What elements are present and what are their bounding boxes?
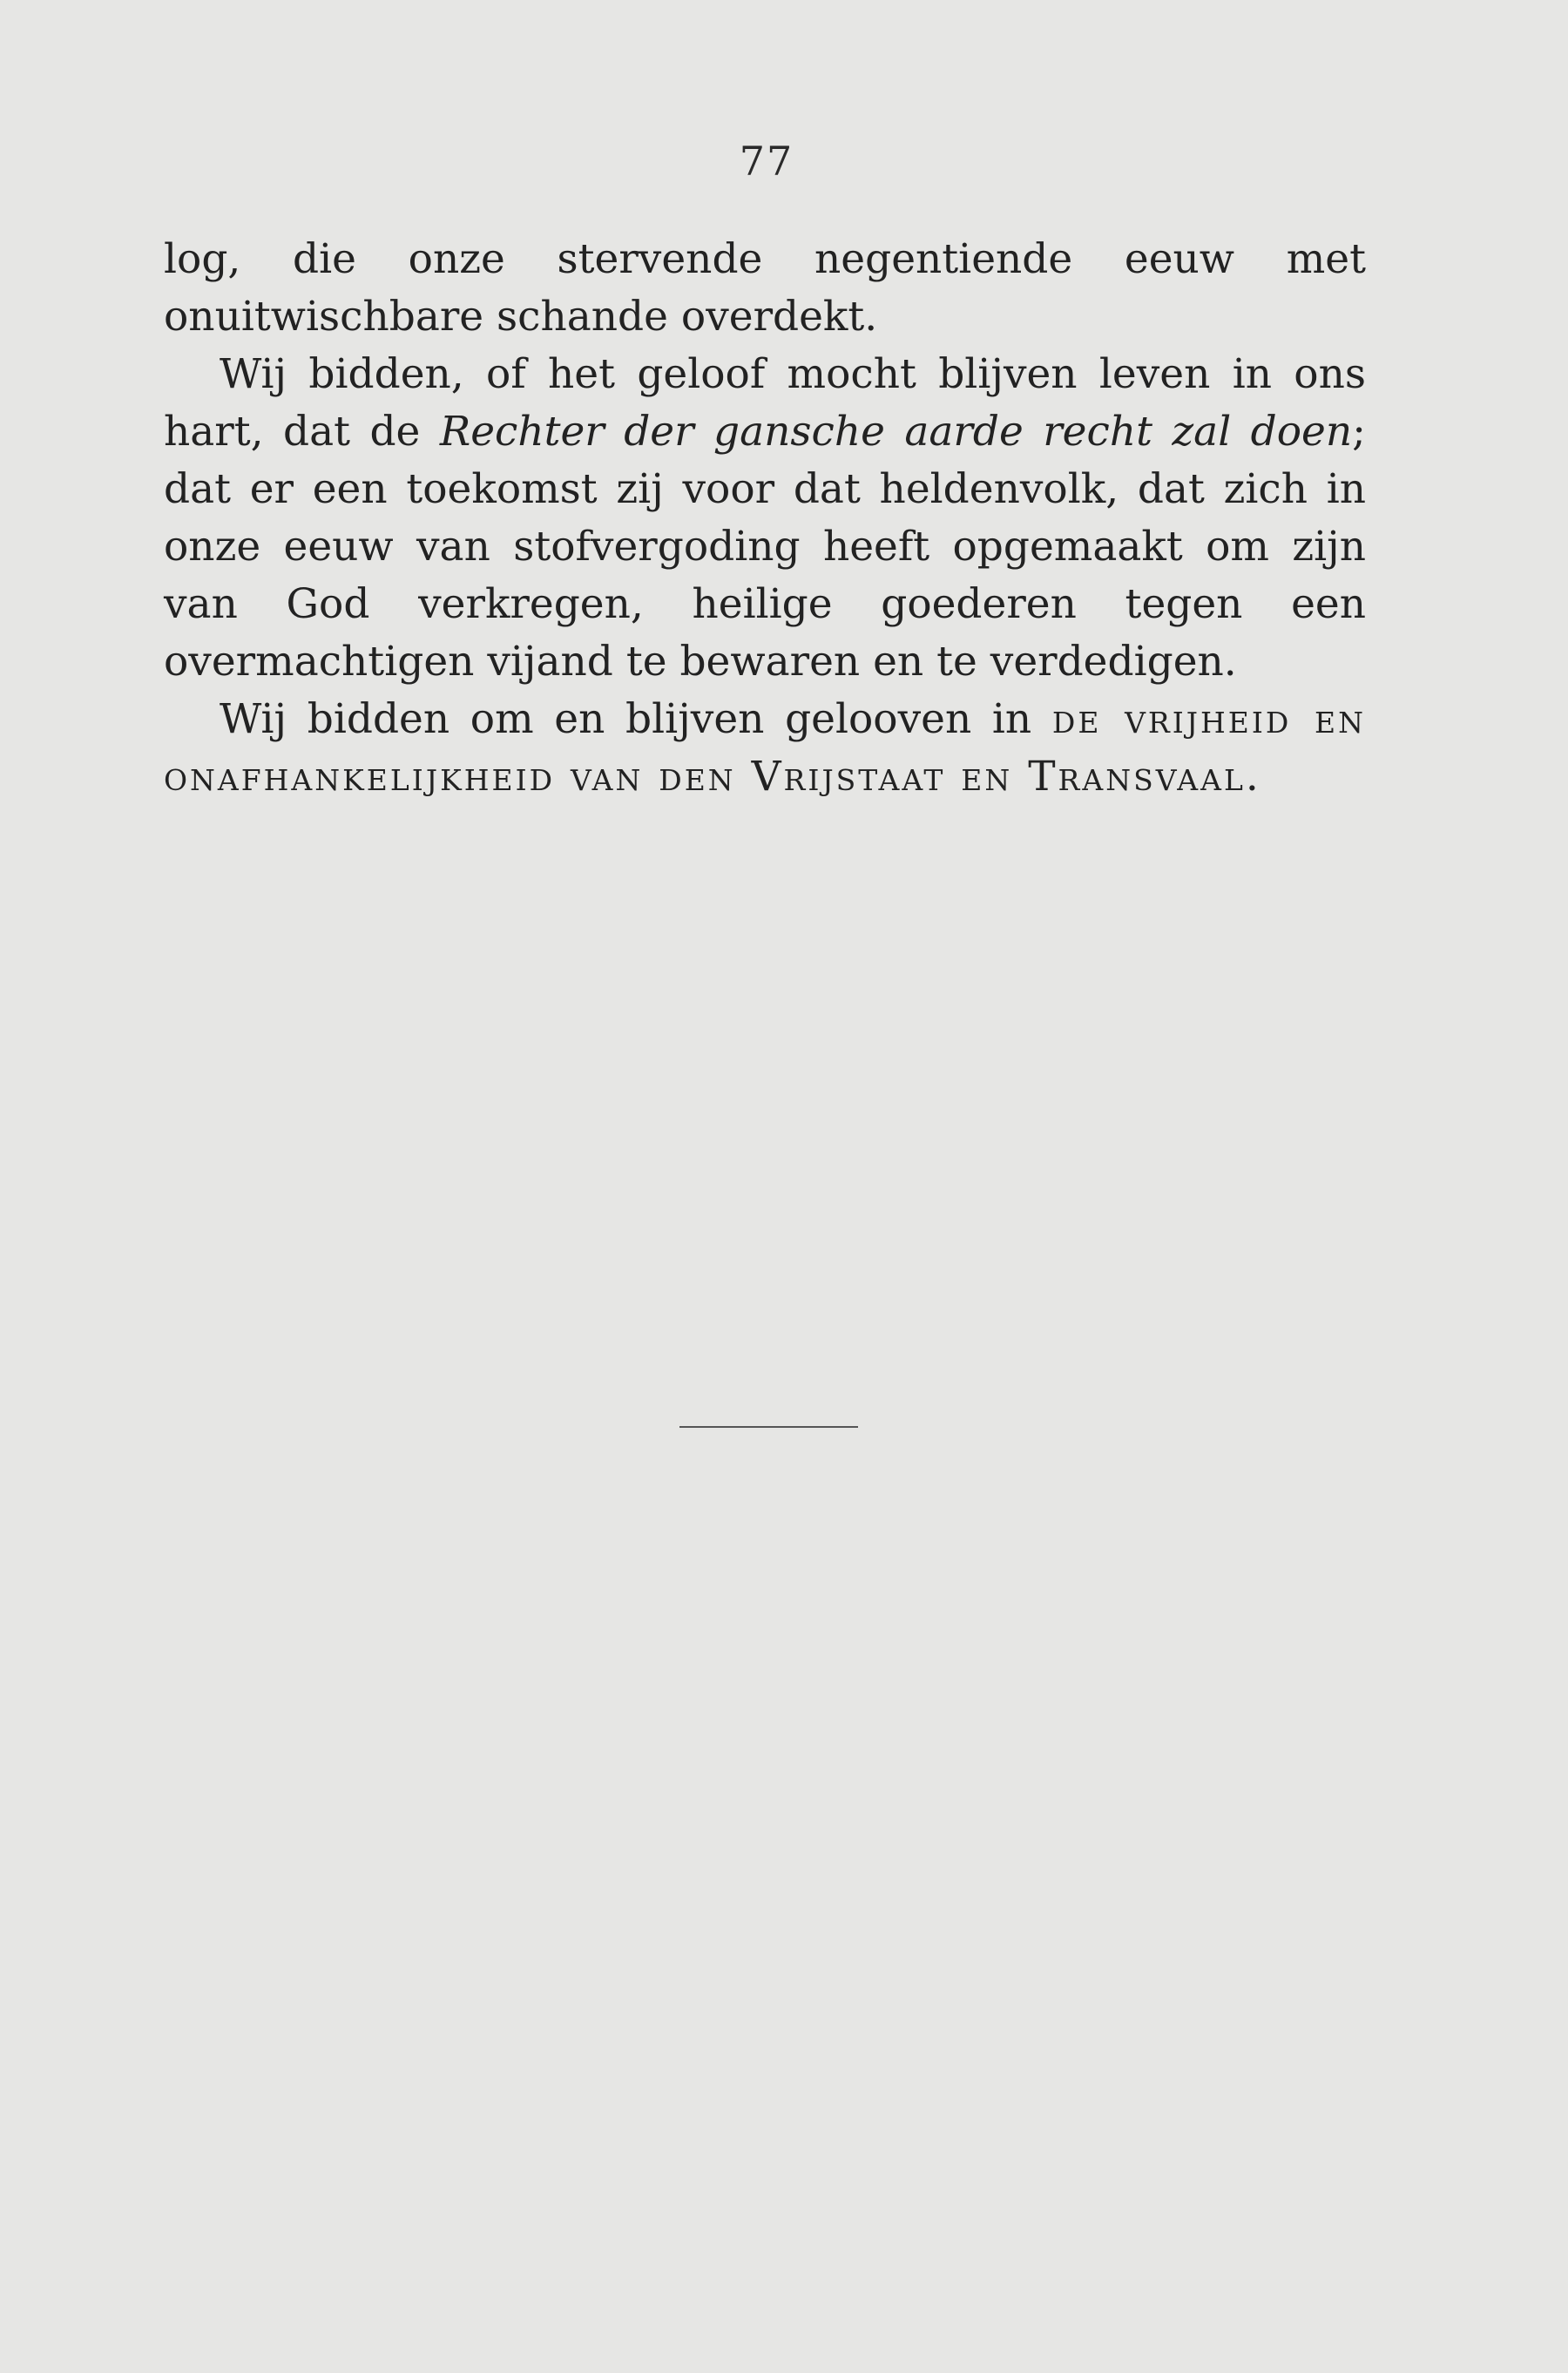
paragraph-2-text-end: ; dat er een toekomst zij voor dat heldenvolk, dat zich in onze eeuw van stofvergoding heeft opgemaakt om zijn van God verkregen, heilige goederen tegen een overmachtigen vijand te bewaren en te verdedigen. bbox=[164, 408, 1366, 686]
paragraph-3 bbox=[164, 691, 1366, 806]
paragraph-2-text-start: Wij bidden, of het geloof mocht blijven leven in ons hart, dat de bbox=[164, 350, 1366, 456]
paragraph-3-text-start: Wij bidden om en blijven gelooven in bbox=[220, 695, 1052, 743]
end-rule-divider bbox=[679, 1426, 858, 1428]
body-text bbox=[164, 231, 1366, 806]
paragraph-2 bbox=[164, 346, 1366, 691]
paragraph-3-smallcaps: de vrijheid en onafhankelijkheid van den Vrijstaat en Transvaal. bbox=[164, 695, 1366, 801]
paragraph-1: log, die onze stervende negentiende eeuw met onuitwischbare schande overdekt. bbox=[164, 235, 1366, 341]
paragraph-2-italic-quote: Rechter der gansche aarde recht zal doen bbox=[439, 408, 1353, 456]
page-number: 77 bbox=[739, 138, 794, 185]
